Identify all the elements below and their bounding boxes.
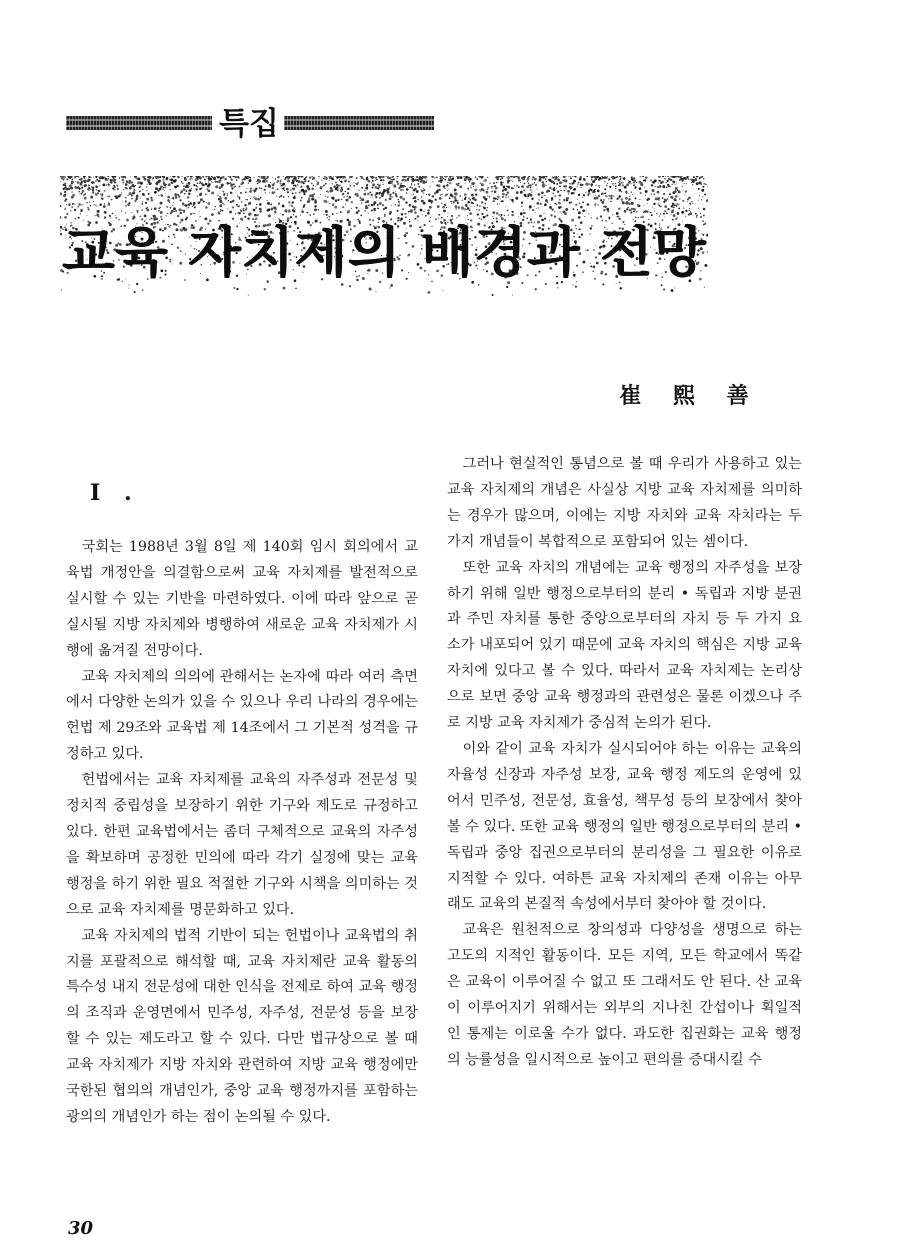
title-band — [60, 176, 708, 296]
paragraph: 헌법에서는 교육 자치제를 교육의 자주성과 전문성 및 정치적 중립성을 보장하기 위한 기구와 제도로 규정하고 있다. 한편 교육법에서는 좀더 구체적으로 교육의 자주성을 확보하며 공정한 민의에 따라 각기 실정에 맞는 교육 행정을 하기 위한 필요 적절한 기구와 시책을 의미하는 것으로 교육 자치제를 명문화하고 있다. — [66, 772, 418, 918]
paragraph: 국회는 1988년 3월 8일 제 140회 임시 회의에서 교육법 개정안을 의결함으로써 교육 자치제를 발전적으로 실시할 수 있는 기반을 마련하였다. 이에 따라 앞으로 곧 실시될 지방 자치제와 병행하여 새로운 교육 자치제가 시행에 옮겨질 전망이다. — [66, 539, 418, 659]
article-title: 교육 자치제의 배경과 전망 — [61, 220, 707, 284]
author-name: 崔 熙 善 — [619, 384, 761, 409]
section-tag-left-rule — [66, 116, 212, 130]
paragraph: 교육 자치제의 의의에 관해서는 논자에 따라 여러 측면에서 다양한 논의가 있을 수 있으나 우리 나라의 경우에는 헌법 제 29조와 교육법 제 14조에서 그 기본적 성격을 규정하고 있다. — [66, 668, 418, 763]
section-number: I . — [90, 480, 140, 506]
page-number: 30 — [68, 1218, 94, 1239]
paragraph: 또한 교육 자치의 개념에는 교육 행정의 자주성을 보장하기 위해 일반 행정으로부터의 분리 • 독립과 지방 분권과 주민 자치를 통한 중앙으로부터의 자치 등 두 가지 요소가 내포되어 있기 때문에 교육 자치의 핵심은 지방 교육 자치에 있다고 볼 수 있다. 따라서 교육 자치제는 논리상으로 보면 중앙 교육 행정과의 관련성은 물론 이겠으나 주로 지방 교육 자치제가 중심적 논의가 된다. — [447, 559, 802, 732]
paragraph: 이와 같이 교육 자치가 실시되어야 하는 이유는 교육의 자율성 신장과 자주성 보장, 교육 행정 제도의 운영에 있어서 민주성, 전문성, 효율성, 책무성 등의 보장에서 찾아 볼 수 있다. 또한 교육 행정의 일반 행정으로부터의 분리 • 독립과 중앙 집권으로부터의 분리성을 그 필요한 이유로 지적할 수 있다. 여하튼 교육 자치제의 존재 이유는 아무래도 교육의 본질적 속성에서부터 찾아야 할 것이다. — [447, 740, 802, 913]
paragraph: 그러나 현실적인 통념으로 볼 때 우리가 사용하고 있는 교육 자치제의 개념은 사실상 지방 교육 자치제를 의미하는 경우가 많으며, 이에는 지방 자치와 교육 자치라는 두 가지 개념들이 복합적으로 포함되어 있는 셈이다. — [447, 456, 802, 550]
left-column — [66, 535, 418, 1131]
section-tag-right-rule — [284, 116, 434, 130]
right-column — [447, 452, 802, 1074]
section-tag-label: 특집 — [219, 106, 279, 142]
paragraph: 교육 자치제의 법적 기반이 되는 헌법이나 교육법의 취지를 포괄적으로 해석할 때, 교육 자치제란 교육 활동의 특수성 내지 전문성에 대한 인식을 전제로 하여 교육 행정의 조직과 운영면에서 민주성, 자주성, 전문성 등을 보장할 수 있는 제도라고 할 수 있다. 다만 법규상으로 볼 때 교육 자치제가 지방 자치와 관련하여 지방 교육 행정에만 국한된 협의의 개념인가, 중앙 교육 행정까지를 포함하는 광의의 개념인가 하는 점이 논의될 수 있다. — [66, 927, 418, 1125]
section-tag — [66, 104, 434, 144]
paragraph: 교육은 원천적으로 창의성과 다양성을 생명으로 하는 고도의 지적인 활동이다. 모든 지역, 모든 학교에서 똑같은 교육이 이루어질 수 없고 또 그래서도 안 된다. 산 교육이 이루어지기 위해서는 외부의 지나친 간섭이나 획일적인 통제는 이로울 수가 없다. 과도한 집권화는 교육 행정의 능률성을 일시적으로 높이고 편의를 증대시킬 수 — [447, 922, 802, 1068]
